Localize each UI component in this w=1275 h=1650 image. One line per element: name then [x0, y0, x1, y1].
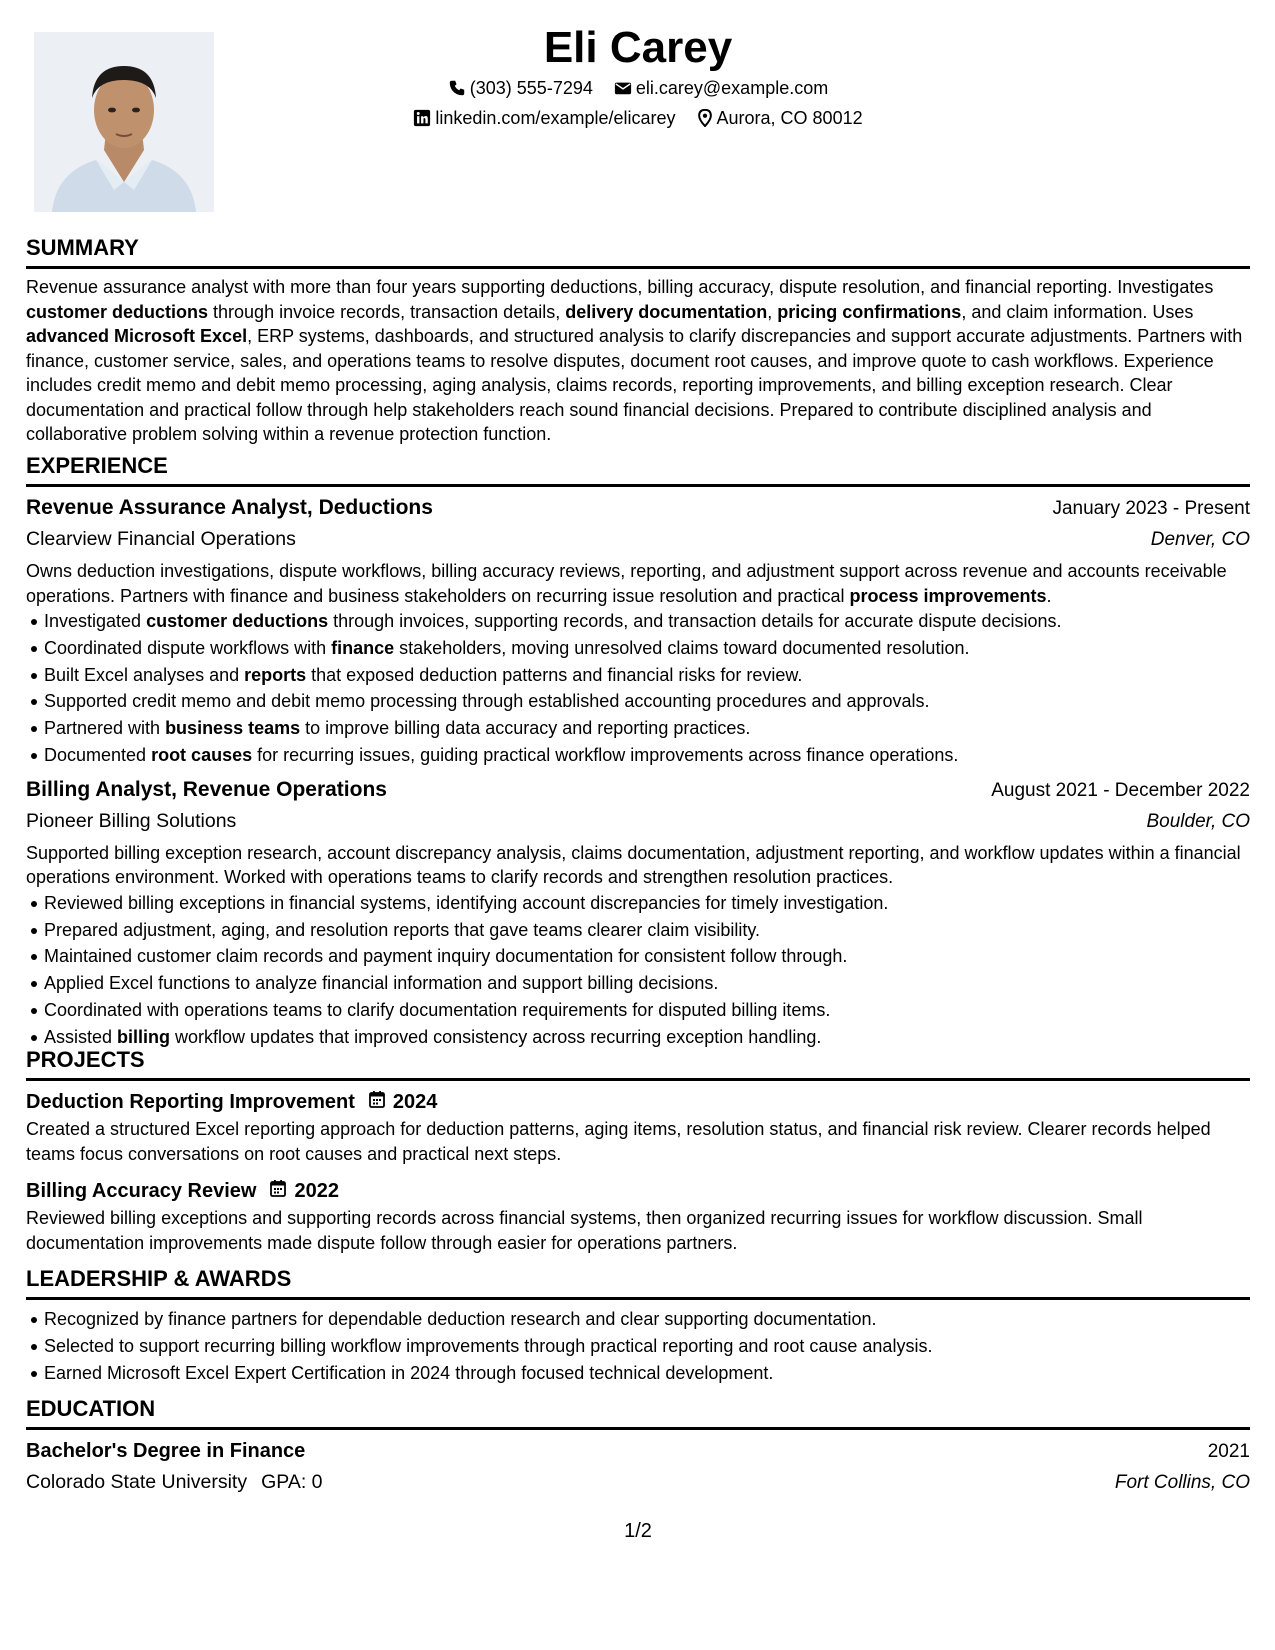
text-segment: Coordinated dispute workflows with: [44, 637, 332, 658]
text-segment: Supported billing exception research, account discrepancy analysis, claims documentation, adjustment reporting, and workflow updates within a financial operations environment. Worked with operations teams to clarify records and strengthen resolution practices.: [26, 842, 1241, 888]
text-segment: stakeholders, moving unresolved claims toward documented resolution.: [394, 637, 970, 658]
bold-text: pricing confirmations: [777, 301, 962, 322]
school-location: Fort Collins, CO: [1114, 1472, 1250, 1493]
email-text: eli.carey@example.com: [635, 78, 829, 98]
experience-section: [26, 452, 1250, 1051]
job-entry: [26, 493, 1250, 769]
bullet-item: [44, 890, 1250, 917]
linkedin-contact[interactable]: [413, 106, 675, 130]
list-item: Recognized by finance partners for dependable deduction research and clear supporting documentation.: [44, 1306, 1250, 1333]
linkedin-text: linkedin.com/example/elicarey: [435, 108, 676, 128]
project-description: Created a structured Excel reporting approach for deduction patterns, aging items, resolution status, and financial risk review. Clearer records helped teams focus conversations on root causes and practical next steps.: [26, 1119, 1211, 1164]
bold-text: business teams: [165, 718, 301, 739]
project-entry: [26, 1087, 1250, 1166]
job-bullets: [26, 608, 1250, 769]
leadership-list: [26, 1306, 1250, 1386]
phone-contact: [448, 76, 593, 100]
resume-page: [26, 0, 1250, 1650]
bullet-item: [44, 688, 1250, 715]
location-text: Aurora, CO 80012: [716, 108, 863, 128]
text-segment: through invoices, supporting records, and transaction details for accurate dispute decisions.: [328, 611, 1062, 631]
summary-section: [26, 234, 1250, 447]
linkedin-icon: [413, 109, 431, 127]
calendar-icon: [369, 1087, 385, 1117]
section-title: EXPERIENCE: [26, 452, 1250, 487]
text-segment: Owns deduction investigations, dispute workflows, billing accuracy reviews, reporting, and adjustment support across revenue and accounts receivable operations. Partners with finance and business stakeholders on recurring issue resolution and practical: [26, 561, 1227, 606]
job-location: Boulder, CO: [1146, 810, 1250, 832]
bold-text: customer deductions: [146, 611, 329, 631]
graduation-year: 2021: [1207, 1441, 1250, 1462]
email-contact[interactable]: [614, 76, 828, 100]
envelope-icon: [614, 79, 632, 97]
text-segment: Assisted: [44, 1026, 118, 1047]
text-segment: Maintained customer claim records and payment inquiry documentation for consistent follow through.: [44, 946, 848, 967]
school-name: Colorado State University: [26, 1471, 248, 1493]
text-segment: workflow updates that improved consistency across recurring exception handling.: [170, 1026, 822, 1047]
bold-text: process improvements: [849, 585, 1047, 606]
projects-section: [26, 1046, 1250, 1255]
degree-name: Bachelor's Degree in Finance: [26, 1440, 306, 1462]
bold-text: delivery documentation: [565, 301, 768, 322]
text-segment: .: [1046, 585, 1052, 606]
section-title: SUMMARY: [26, 234, 1250, 269]
text-segment: Applied Excel functions to analyze financial information and support billing decisions.: [44, 973, 719, 994]
job-dates: August 2021 - December 2022: [991, 779, 1250, 801]
bold-text: customer deductions: [26, 301, 209, 322]
bold-text: reports: [244, 664, 307, 685]
bullet-item: [44, 997, 1250, 1024]
bullet-item: [44, 608, 1250, 635]
location-contact: [697, 106, 863, 130]
project-year: 2022: [294, 1180, 339, 1202]
text-segment: Reviewed billing exceptions in financial systems, identifying account discrepancies for timely investigation.: [44, 892, 889, 913]
bullet-item: [44, 662, 1250, 689]
bullet-item: [44, 917, 1250, 944]
list-item: Selected to support recurring billing workflow improvements through practical reporting and root cause analysis.: [44, 1333, 1250, 1360]
job-bullets: [26, 890, 1250, 1051]
company-name: Pioneer Billing Solutions: [26, 809, 237, 832]
section-title: EDUCATION: [26, 1395, 1250, 1430]
bold-text: advanced Microsoft Excel: [26, 326, 248, 346]
bold-text: finance: [331, 637, 395, 658]
text-segment: , ERP systems, dashboards, and structured analysis to clarify discrepancies and support accurate adjustments. Partners with finance, customer service, sales, and operations teams to resolve disputes, document root causes, and improve quote to cash workflows. Experience includes credit memo and debit memo processing, aging analysis, claims records, reporting improvements, and billing exception research. Clear documentation and practical follow through help stakeholders reach sound financial decisions. Prepared to contribute disciplined analysis and collaborative problem solving within a revenue protection function.: [26, 326, 1243, 444]
job-entry: [26, 775, 1250, 1051]
section-title: PROJECTS: [26, 1046, 1250, 1081]
bullet-item: [44, 943, 1250, 970]
text-segment: that exposed deduction patterns and financial risks for review.: [306, 664, 803, 685]
page-number: 1/2: [624, 1520, 652, 1542]
bullet-item: [44, 742, 1250, 769]
bullet-item: [44, 715, 1250, 742]
text-segment: through invoice records, transaction details,: [208, 301, 566, 322]
project-title: Billing Accuracy Review: [26, 1180, 257, 1202]
contact-row-1: [26, 76, 1250, 100]
bold-text: billing: [117, 1026, 171, 1047]
job-summary: [26, 841, 1250, 890]
project-description: Reviewed billing exceptions and supporting records across financial systems, then organized recurring issues for workflow discussion. Small documentation improvements made dispute follow through easier for operations partners.: [26, 1208, 1143, 1253]
map-pin-icon: [697, 109, 713, 127]
summary-text: [26, 275, 1250, 447]
phone-icon: [448, 79, 466, 97]
company-name: Clearview Financial Operations: [26, 528, 296, 550]
job-location: Denver, CO: [1150, 529, 1250, 550]
job-title: Revenue Assurance Analyst, Deductions: [26, 496, 433, 519]
project-title: Deduction Reporting Improvement: [26, 1091, 355, 1113]
text-segment: Documented: [44, 744, 152, 765]
calendar-icon: [270, 1176, 286, 1206]
text-segment: Investigated: [44, 611, 147, 631]
candidate-name: Eli Carey: [543, 23, 733, 72]
education-section: [26, 1395, 1250, 1498]
text-segment: for recurring issues, guiding practical workflow improvements across finance operations.: [252, 744, 959, 765]
text-segment: Supported credit memo and debit memo processing through established accounting procedures and approvals.: [44, 691, 930, 712]
project-year: 2024: [392, 1091, 438, 1113]
bold-text: root causes: [151, 744, 253, 765]
text-segment: Partnered with: [44, 718, 166, 739]
section-title: LEADERSHIP & AWARDS: [26, 1265, 1250, 1300]
job-dates: January 2023 - Present: [1052, 498, 1250, 519]
text-segment: ,: [767, 301, 778, 322]
phone-text: (303) 555-7294: [469, 78, 593, 98]
project-entry: [26, 1176, 1250, 1255]
text-segment: Revenue assurance analyst with more than four years supporting deductions, billing accuracy, dispute resolution, and financial reporting. Investigates: [26, 277, 1214, 297]
bullet-item: [44, 970, 1250, 997]
text-segment: Built Excel analyses and: [44, 664, 245, 685]
gpa-text: GPA: 0: [261, 1471, 323, 1493]
text-segment: Coordinated with operations teams to clarify documentation requirements for disputed billing items.: [44, 999, 831, 1020]
text-segment: Prepared adjustment, aging, and resolution reports that gave teams clearer claim visibility.: [44, 919, 761, 940]
contact-row-2: [26, 106, 1250, 130]
job-title: Billing Analyst, Revenue Operations: [26, 777, 387, 801]
text-segment: to improve billing data accuracy and reporting practices.: [300, 718, 751, 739]
list-item: Earned Microsoft Excel Expert Certification in 2024 through focused technical development.: [44, 1360, 1250, 1387]
job-summary: [26, 559, 1250, 608]
text-segment: , and claim information. Uses: [961, 301, 1194, 322]
leadership-section: [26, 1265, 1250, 1386]
bullet-item: [44, 635, 1250, 662]
